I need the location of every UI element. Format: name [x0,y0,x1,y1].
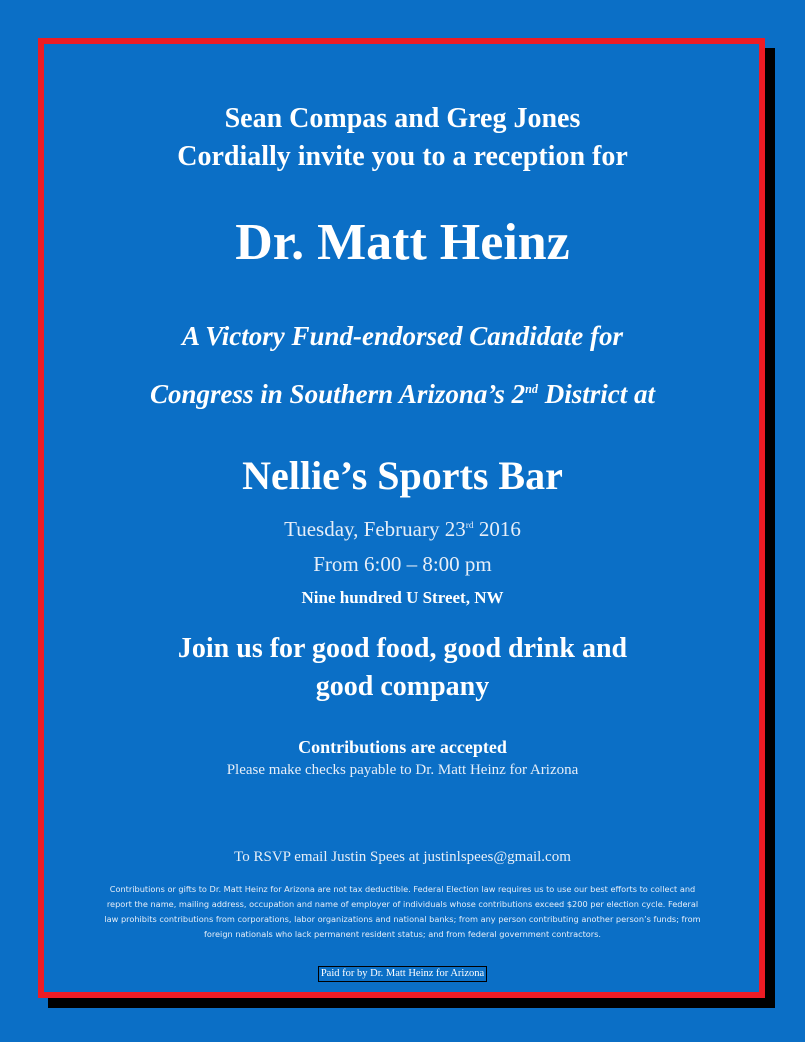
tagline-line-2-a: Congress in Southern Arizona’s 2 [150,379,526,409]
event-date-ordinal: rd [465,521,474,531]
rsvp-line: To RSVP email Justin Spees at justinlspees@gmail.com [234,849,571,865]
tagline-line-1: A Victory Fund-endorsed Candidate for [181,321,624,351]
event-time: From 6:00 – 8:00 pm [313,552,492,576]
hosts-line-2: Cordially invite you to a reception for [177,141,628,172]
legal-line-2: report the name, mailing address, occupation and name of employer of individuals whose contributions exceed $200 per election cycle. Federal [106,899,699,909]
tagline-ordinal: nd [525,382,538,396]
event-date-b: 2016 [473,517,521,541]
contributions-heading: Contributions are accepted [298,737,507,757]
join-line-1: Join us for good food, good drink and [177,633,628,664]
paid-for-notice: Paid for by Dr. Matt Heinz for Arizona [318,966,487,982]
legal-line-3: law prohibits contributions from corporations, labor organizations and national banks; from any person contributing another person’s funds; from [104,914,701,924]
tagline-line-2-b: District at [537,379,655,409]
hosts-block [0,100,805,176]
join-message [0,630,805,706]
legal-disclaimer [90,882,715,942]
candidate-name: Dr. Matt Heinz [235,214,570,271]
contributions-text: Please make checks payable to Dr. Matt Heinz for Arizona [226,762,579,778]
event-address: Nine hundred U Street, NW [301,588,504,607]
legal-line-1: Contributions or gifts to Dr. Matt Heinz for Arizona are not tax deductible. Federal Election law requires us to use our best efforts to collect and [109,884,696,894]
legal-line-4: foreign nationals who lack permanent resident status; and from federal government contractors. [203,929,602,939]
tagline-line-2 [0,374,805,414]
join-line-2: good company [315,671,490,702]
event-date [0,514,805,544]
hosts-line-1: Sean Compas and Greg Jones [224,103,581,134]
venue-name: Nellie’s Sports Bar [242,453,563,498]
paid-for-wrap [0,961,805,982]
event-date-a: Tuesday, February 23 [284,517,466,541]
